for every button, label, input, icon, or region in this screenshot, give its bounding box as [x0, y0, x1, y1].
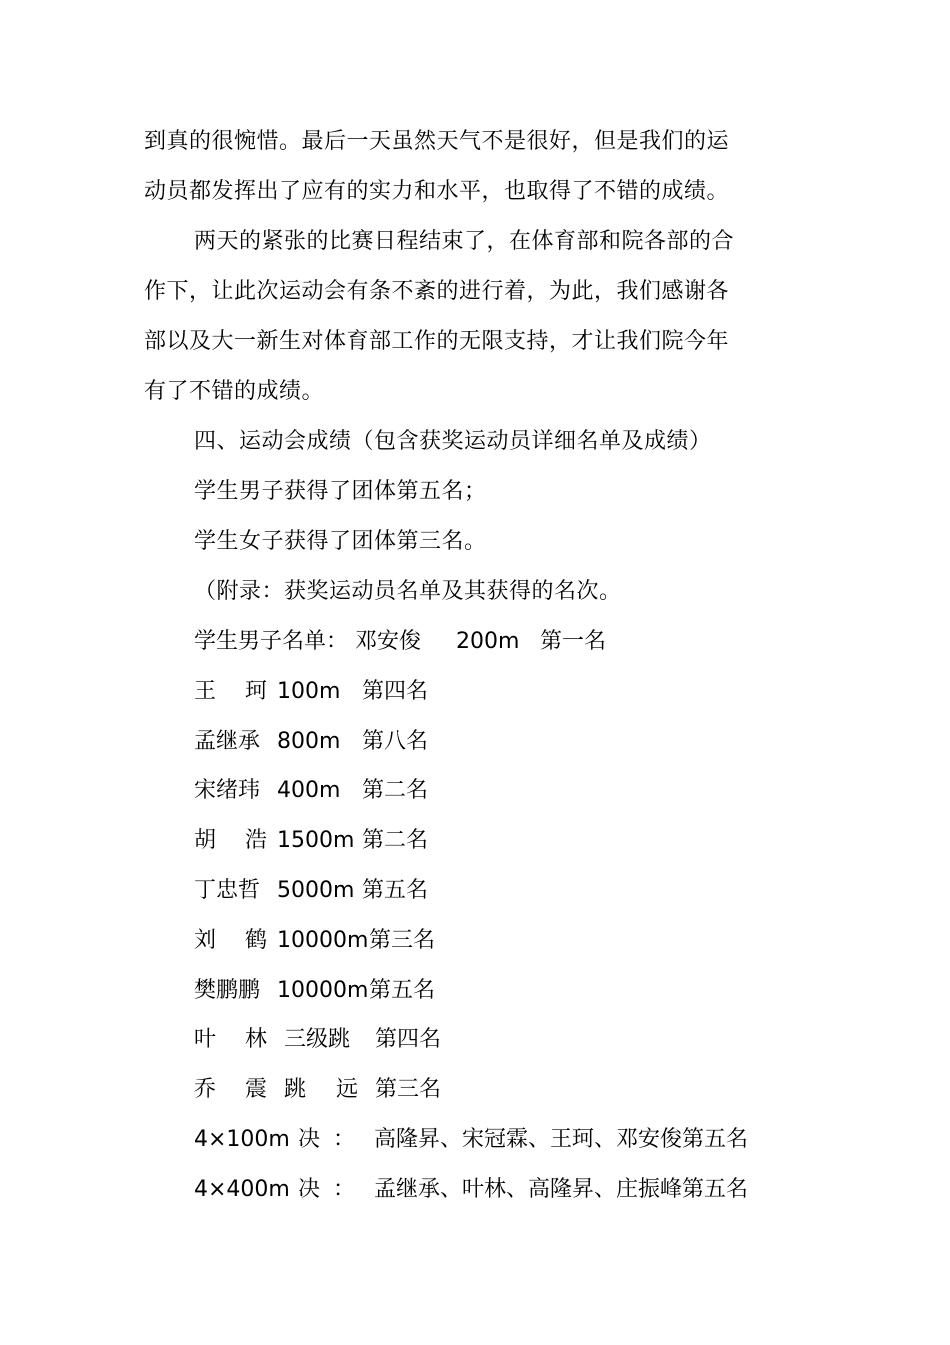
male-list-label: 学生男子名单：: [194, 629, 349, 654]
placement: 第四名: [375, 1027, 442, 1052]
event-name: 三级跳: [284, 1027, 351, 1052]
athlete-name: 鹤: [245, 928, 268, 953]
placement: 第一名: [540, 629, 607, 654]
placement: 第二名: [362, 828, 429, 853]
placement: 第八名: [362, 729, 429, 754]
placement: 第三名: [369, 928, 436, 953]
paragraph-line: 动员都发挥出了应有的实力和水平，也取得了不错的成绩。: [144, 179, 730, 204]
athlete-name: 叶: [194, 1027, 217, 1052]
athlete-name: 孟继承: [194, 729, 261, 754]
athlete-name: 樊鹏鹏: [194, 978, 261, 1003]
relay-event: 4×400m: [194, 1177, 290, 1202]
athlete-name: 珂: [245, 679, 268, 704]
relay-team: 高隆昇、宋冠霖、王珂、邓安俊第五名: [374, 1127, 749, 1152]
athlete-name: 乔: [194, 1077, 217, 1102]
event-name: 5000m: [277, 878, 355, 903]
event-name: 远: [336, 1077, 359, 1102]
event-name: 800m: [277, 729, 341, 754]
athlete-name: 邓安俊: [355, 629, 422, 654]
paragraph-line: 到真的很惋惜。最后一天虽然天气不是很好，但是我们的运: [144, 129, 730, 154]
athlete-name: 丁忠哲: [194, 878, 261, 903]
event-name: 10000m: [277, 978, 369, 1003]
event-name: 10000m: [277, 928, 369, 953]
placement: 第三名: [375, 1077, 442, 1102]
section-heading: 四、运动会成绩（包含获奖运动员详细名单及成绩）: [194, 429, 712, 454]
paragraph-line: 作下，让此次运动会有条不紊的进行着，为此，我们感谢各: [144, 279, 730, 304]
placement: 第四名: [362, 679, 429, 704]
relay-event: 4×100m: [194, 1127, 290, 1152]
event-name: 400m: [277, 778, 341, 803]
placement: 第五名: [369, 978, 436, 1003]
athlete-name: 浩: [245, 828, 268, 853]
paragraph-line: 有了不错的成绩。: [144, 379, 325, 404]
relay-round: 决: [298, 1127, 321, 1152]
relay-colon: ：: [333, 1177, 356, 1202]
paragraph-line: 部以及大一新生对体育部工作的无限支持，才让我们院今年: [144, 329, 730, 354]
event-name: 100m: [277, 679, 341, 704]
relay-team: 孟继承、叶林、高隆昇、庄振峰第五名: [374, 1177, 749, 1202]
team-result-male: 学生男子获得了团体第五名；: [194, 479, 487, 504]
athlete-name: 林: [245, 1027, 268, 1052]
appendix-note: （附录：获奖运动员名单及其获得的名次。: [194, 579, 622, 604]
athlete-name: 刘: [194, 928, 217, 953]
placement: 第二名: [362, 778, 429, 803]
event-name: 1500m: [277, 828, 355, 853]
athlete-name: 胡: [194, 828, 217, 853]
team-result-female: 学生女子获得了团体第三名。: [194, 529, 487, 554]
athlete-name: 王: [194, 679, 217, 704]
paragraph-line: 两天的紧张的比赛日程结束了，在体育部和院各部的合: [194, 229, 735, 254]
event-name: 200m: [456, 629, 520, 654]
athlete-name: 宋绪玮: [194, 778, 261, 803]
placement: 第五名: [362, 878, 429, 903]
relay-colon: ：: [333, 1127, 356, 1152]
relay-round: 决: [298, 1177, 321, 1202]
event-name: 跳: [284, 1077, 307, 1102]
athlete-name: 震: [245, 1077, 268, 1102]
